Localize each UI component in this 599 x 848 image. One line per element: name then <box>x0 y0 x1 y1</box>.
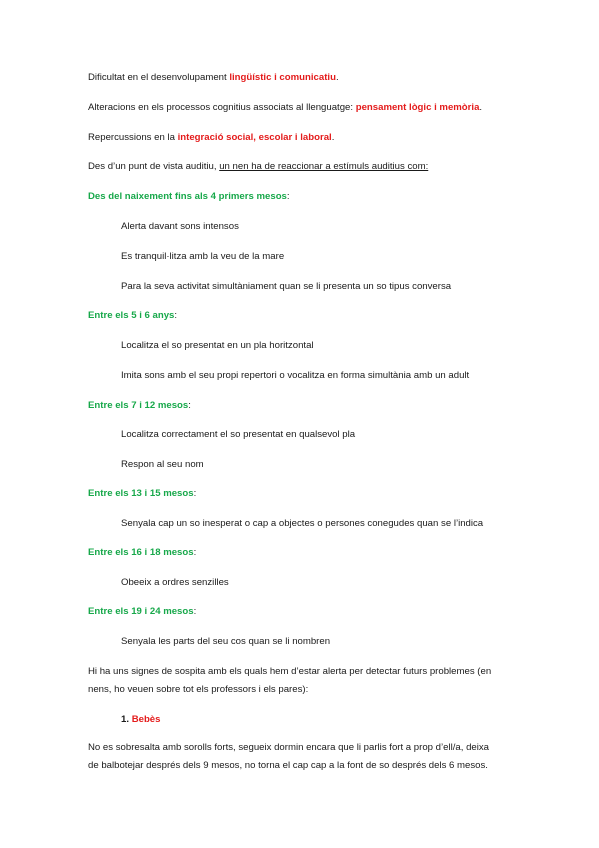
paragraph-signs-line-2: nens, ho veuen sobre tot els professors i els pares): <box>88 684 309 695</box>
section-heading <box>88 191 290 203</box>
colon: : <box>188 400 191 411</box>
numbered-heading <box>121 714 160 726</box>
list-item: Para la seva activitat simultàniament quan se li presenta un so tipus conversa <box>121 281 452 292</box>
text: Dificultat en el desenvolupament <box>88 72 230 83</box>
paragraph-alterations <box>88 102 482 114</box>
section-heading <box>88 488 196 500</box>
section-heading <box>88 606 196 618</box>
paragraph-babies-line-2: de balbotejar després dels 9 mesos, no torna el cap cap a la font de so després dels 6 mesos. <box>88 760 488 771</box>
list-item: Localitza el so presentat en un pla horitzontal <box>121 340 314 351</box>
list-item: Es tranquil·litza amb la veu de la mare <box>121 251 285 262</box>
underlined-text: un nen ha de reaccionar a estímuls auditius com: <box>219 161 429 172</box>
section-heading <box>88 310 177 322</box>
text: . <box>335 72 339 83</box>
list-item: Alerta davant sons intensos <box>121 221 239 232</box>
heading-text: Entre els 19 i 24 mesos <box>88 606 194 617</box>
list-item: Senyala les parts del seu cos quan se li nombren <box>121 636 331 647</box>
heading-text: Des del naixement fins als 4 primers mesos <box>88 191 287 202</box>
heading-text: Entre els 5 i 6 anys <box>88 310 175 321</box>
text: . <box>479 102 483 113</box>
text: Des d’un punt de vista auditiu, <box>88 161 220 172</box>
colon: : <box>193 606 197 617</box>
paragraph-babies-line-1: No es sobresalta amb sorolls forts, segueix dormin encara que li parlis fort a prop d’ell/a, deixa <box>88 742 490 753</box>
highlight: integració social, escolar i laboral <box>177 132 332 143</box>
list-item: Localitza correctament el so presentat en qualsevol pla <box>121 429 356 440</box>
colon: : <box>193 547 197 558</box>
list-label: Bebès <box>131 714 161 725</box>
list-item: Obeeix a ordres senzilles <box>121 577 229 588</box>
heading-text: Entre els 16 i 18 mesos <box>88 547 194 558</box>
colon: : <box>174 310 178 321</box>
paragraph-repercussions <box>88 132 334 144</box>
heading-text: Entre els 7 i 12 mesos <box>88 400 189 411</box>
paragraph-difficulty <box>88 72 339 84</box>
text: Repercussions en la <box>88 132 178 143</box>
paragraph-auditory <box>88 161 428 173</box>
list-item: Respon al seu nom <box>121 459 204 470</box>
paragraph-signs-line-1: Hi ha uns signes de sospita amb els quals hem d’estar alerta per detectar futurs problemes (en <box>88 666 492 677</box>
heading-text: Entre els 13 i 15 mesos <box>88 488 194 499</box>
section-heading <box>88 547 196 559</box>
list-item: Senyala cap un so inesperat o cap a objectes o persones conegudes quan se l’indica <box>121 518 484 529</box>
list-item: Imita sons amb el seu propi repertori o vocalitza en forma simultània amb un adult <box>121 370 470 381</box>
highlight: lingüístic i comunicatiu <box>229 72 336 83</box>
list-number: 1. <box>121 714 130 725</box>
text: . <box>331 132 335 143</box>
section-heading <box>88 400 191 412</box>
highlight: pensament lògic i memòria <box>355 102 480 113</box>
colon: : <box>193 488 197 499</box>
text: Alteracions en els processos cognitius associats al llenguatge: <box>88 102 356 113</box>
colon: : <box>286 191 290 202</box>
